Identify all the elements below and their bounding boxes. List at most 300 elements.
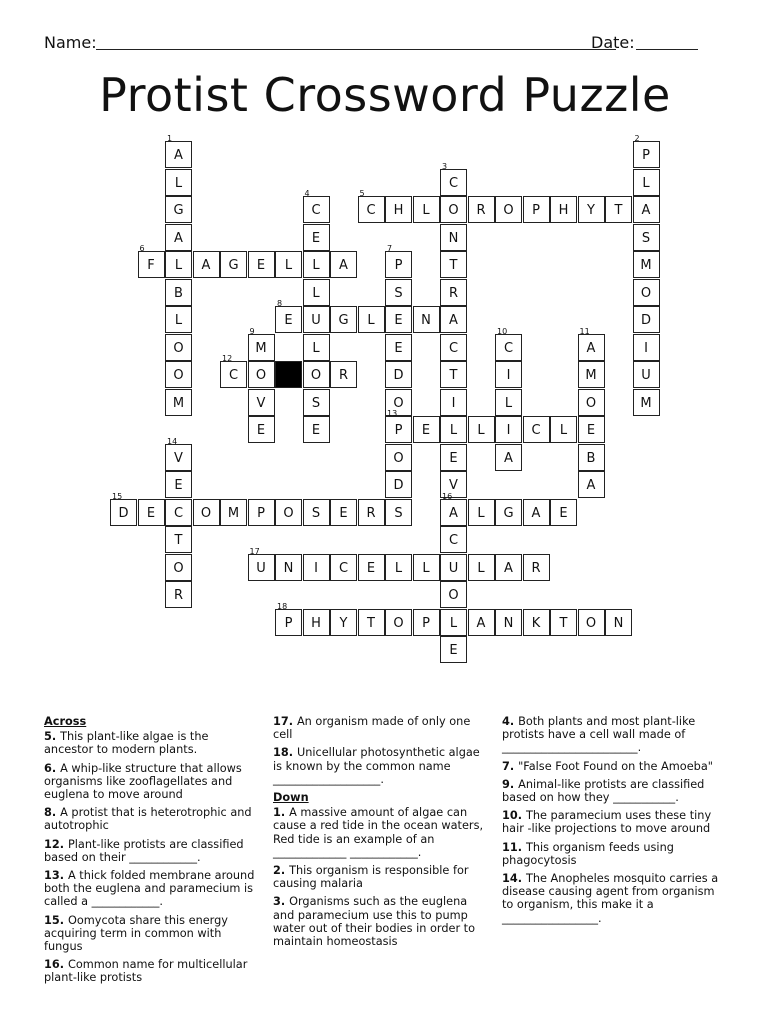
grid-cell[interactable] [440,251,467,278]
grid-cell[interactable] [385,471,412,498]
grid-cell[interactable] [495,196,522,223]
clue-number-label: 11. [502,840,526,854]
grid-cell[interactable] [303,251,330,278]
clue-number-label: 2. [273,864,290,878]
across-clue [44,914,259,954]
name-label: Name: [44,33,97,52]
clue-text: A whip-like structure that allows organisms like zooflagellates and euglena to move around [44,761,242,802]
grid-letter: O [393,395,404,411]
grid-letter: O [173,340,184,356]
grid-letter: E [421,423,431,438]
grid-letter: P [257,505,265,521]
grid-cell[interactable] [550,499,577,526]
grid-letter: G [338,313,349,328]
grid-cell[interactable] [440,224,467,251]
grid-cell[interactable] [303,306,330,333]
grid-letter: D [393,368,404,383]
grid-cell[interactable] [385,361,412,388]
grid-cell[interactable] [413,554,440,581]
down-heading: Down [273,791,309,805]
grid-letter: G [173,203,184,218]
grid-cell[interactable] [330,609,357,636]
grid-cell[interactable] [440,416,467,443]
grid-letter: D [118,505,129,521]
grid-cell[interactable] [303,609,330,636]
clue-number-label: 5. [44,730,61,744]
grid-letter: L [449,423,458,438]
grid-cell[interactable] [468,554,495,581]
grid-cell[interactable] [165,361,192,388]
grid-cell[interactable] [165,554,192,581]
clue-number: 10 [497,326,508,336]
grid-cell[interactable] [165,389,192,416]
grid-cell[interactable] [633,251,660,278]
grid-cell[interactable] [248,416,275,443]
grid-letter: U [448,560,459,576]
grid-cell[interactable] [303,554,330,581]
grid-letter: R [173,588,184,603]
grid-cell[interactable] [220,251,247,278]
grid-letter: E [449,450,458,466]
name-field-line[interactable] [96,49,616,50]
grid-cell[interactable] [110,491,137,526]
grid-cell[interactable] [303,361,330,388]
clue-number-label: 7. [502,759,519,773]
clue-number-label: 10. [502,809,526,823]
clue-number: 11 [579,326,590,336]
grid-letter: A [476,615,486,631]
grid-cell[interactable] [413,609,440,636]
clue-number: 12 [222,354,233,363]
clue-text: This plant-like algae is the ancestor to modern plants. [44,730,209,757]
grid-cell[interactable] [303,279,330,306]
grid-cell[interactable] [550,196,577,223]
grid-letter: K [531,615,541,631]
grid-cell[interactable] [440,491,467,526]
date-label: Date: [591,33,635,52]
grid-letter: D [393,478,404,493]
clue-number: 18 [277,601,288,611]
across-clue [44,806,259,832]
grid-letter: L [422,560,430,576]
grid-cell[interactable] [523,416,550,443]
grid-cell[interactable] [440,334,467,361]
grid-cell[interactable] [633,334,660,361]
clue-number: 4 [304,189,310,198]
grid-cell[interactable] [303,224,330,251]
down-clue [502,841,722,867]
grid-cell[interactable] [165,499,192,526]
clue-number-label: 13. [44,869,68,883]
grid-cell[interactable] [633,389,660,416]
clue-number: 6 [139,244,145,253]
grid-letter: C [448,175,459,191]
grid-letter: M [227,505,240,521]
grid-letter: T [614,203,623,218]
grid-cell[interactable] [275,499,302,526]
grid-letter: C [448,340,459,356]
grid-letter: H [311,615,321,631]
grid-cell[interactable] [578,471,605,498]
grid-letter: E [394,313,403,328]
down-clue [273,806,488,859]
grid-cell[interactable] [633,306,660,333]
clues-column-3 [502,715,722,930]
grid-letter: U [641,368,651,383]
grid-letter: H [558,203,569,218]
grid-letter: P [532,203,540,218]
grid-letter: E [449,643,458,658]
grid-letter: O [585,395,597,411]
grid-cell[interactable] [303,416,330,443]
grid-cell[interactable] [165,526,192,553]
grid-cell[interactable] [495,326,522,361]
grid-letter: O [393,450,404,466]
grid-cell[interactable] [633,196,660,223]
grid-cell[interactable] [275,601,302,636]
grid-letter: C [311,203,321,218]
grid-cell[interactable] [358,499,385,526]
grid-cell[interactable] [633,224,660,251]
grid-letter: A [449,313,458,328]
grid-letter: A [586,478,596,493]
clue-text: This organism feeds using phagocytosis [502,840,674,867]
grid-letter: M [640,395,652,411]
grid-letter: L [312,340,320,356]
grid-letter: R [366,505,376,521]
grid-cell[interactable] [358,306,385,333]
grid-letter: H [393,203,404,218]
clue-number: 7 [387,244,393,253]
grid-letter: E [586,423,596,438]
grid-cell[interactable] [275,554,302,581]
grid-cell[interactable] [165,196,192,223]
grid-cell[interactable] [385,609,412,636]
grid-letter: O [448,588,459,603]
grid-cell[interactable] [578,326,605,361]
grid-cell[interactable] [495,416,522,443]
grid-cell[interactable] [578,389,605,416]
grid-cell[interactable] [330,499,357,526]
grid-cell[interactable] [440,306,467,333]
grid-cell[interactable] [468,196,495,223]
grid-letter: C [366,203,376,218]
grid-letter: A [449,505,458,521]
grid-cell[interactable] [495,389,522,416]
grid-letter: P [284,615,293,631]
grid-cell[interactable] [523,609,550,636]
grid-cell[interactable] [578,196,605,223]
grid-cell[interactable] [605,196,632,223]
grid-letter: A [174,230,183,246]
grid-cell[interactable] [468,499,495,526]
grid-cell[interactable] [385,279,412,306]
grid-cell[interactable] [385,554,412,581]
grid-cell[interactable] [330,306,357,333]
grid-letter: Y [339,615,348,631]
grid-cell[interactable] [248,499,275,526]
grid-cell[interactable] [220,499,247,526]
grid-letter: E [146,505,156,521]
grid-cell[interactable] [440,636,467,663]
grid-cell[interactable] [193,251,220,278]
grid-letter: V [174,450,183,466]
grid-cell[interactable] [440,444,467,471]
grid-cell[interactable] [248,361,275,388]
grid-cell[interactable] [495,361,522,388]
clue-number-label: 16. [44,958,68,972]
grid-letter: A [504,450,513,466]
page-title: Protist Crossword Puzzle [99,68,671,122]
clue-text: The paramecium uses these tiny hair -like projections to move around [502,809,712,836]
grid-letter: I [506,368,511,383]
grid-letter: M [640,258,652,273]
clue-number-label: 18. [273,746,297,760]
grid-cell[interactable] [165,251,192,278]
grid-letter: E [256,423,266,438]
grid-letter: T [449,368,458,383]
grid-letter: E [366,560,376,576]
grid-letter: A [586,340,596,356]
grid-letter: I [314,560,318,576]
grid-letter: O [585,615,597,631]
grid-cell[interactable] [440,389,467,416]
clue-number-label: 4. [502,715,519,728]
across-heading: Across [44,715,87,728]
grid-cell[interactable] [495,499,522,526]
grid-letter: S [641,230,651,246]
grid-cell[interactable] [523,499,550,526]
grid-cell[interactable] [605,609,632,636]
grid-cell[interactable] [248,546,275,581]
grid-letter: I [451,395,456,411]
grid-cell[interactable] [220,354,247,388]
grid-cell[interactable] [165,224,192,251]
clue-number-label: 3. [273,895,290,909]
grid-cell[interactable] [550,416,577,443]
grid-cell[interactable] [330,361,357,388]
grid-letter: O [448,203,459,218]
grid-cell[interactable] [165,581,192,608]
grid-cell[interactable] [440,161,467,196]
grid-cell[interactable] [385,244,412,278]
clue-number: 2 [634,134,640,143]
grid-cell[interactable] [358,554,385,581]
grid-letter: L [312,258,320,273]
grid-cell[interactable] [358,609,385,636]
grid-cell[interactable] [523,554,550,581]
grid-letter: L [174,313,183,328]
down-clue [502,778,722,804]
grid-letter: G [503,505,514,521]
grid-letter: N [283,560,294,576]
grid-letter: L [642,175,650,191]
grid-cell[interactable] [440,361,467,388]
clue-number: 14 [167,436,178,446]
grid-cell[interactable] [578,609,605,636]
clue-text: A protist that is heterotrophic and autotrophic [44,806,252,833]
grid-letter: D [640,313,651,328]
clue-number: 16 [442,491,453,501]
grid-letter: C [448,533,459,548]
grid-cell[interactable] [440,581,467,608]
grid-cell[interactable] [495,609,522,636]
grid-cell[interactable] [385,334,412,361]
grid-cell[interactable] [165,169,192,196]
grid-letter: L [174,258,183,273]
grid-letter: B [174,285,183,301]
grid-cell[interactable] [303,334,330,361]
grid-letter: V [449,478,458,493]
grid-letter: T [449,258,458,273]
clue-number: 9 [249,326,255,336]
grid-cell[interactable] [138,499,165,526]
crossword-grid [110,134,652,681]
date-field-line[interactable] [636,49,698,50]
grid-letter: O [283,505,294,521]
across-clue [44,730,259,756]
grid-letter: L [559,423,568,438]
grid-cell[interactable] [578,416,605,443]
grid-letter: O [255,368,267,383]
clue-text: Common name for multicellular plant-like protists [44,958,248,985]
clue-number: 3 [442,161,448,171]
clue-number-label: 12. [44,837,68,851]
grid-cell[interactable] [550,609,577,636]
clue-number: 17 [249,546,260,556]
grid-cell[interactable] [385,196,412,223]
grid-letter: O [200,505,212,521]
grid-letter: S [311,505,321,521]
grid-cell[interactable] [138,244,165,278]
grid-cell[interactable] [385,444,412,471]
grid-cell[interactable] [248,389,275,416]
grid-letter: R [531,560,541,576]
grid-cell[interactable] [165,471,192,498]
grid-cell[interactable] [468,609,495,636]
grid-cell[interactable] [495,444,522,471]
grid-cell[interactable] [193,499,220,526]
grid-letter: M [255,340,267,356]
grid-letter: E [311,423,321,438]
grid-letter: S [394,285,403,301]
grid-cell[interactable] [440,279,467,306]
grid-cell[interactable] [165,134,192,168]
clue-text: Unicellular photosynthetic algae is known by the common name ___________________. [273,746,480,786]
grid-letter: L [394,560,403,576]
grid-cell[interactable] [275,251,302,278]
clue-text: Organisms such as the euglena and paramecium use this to pump water out of their bodies in order to maintain homeostasis [273,895,476,949]
grid-cell[interactable] [303,389,330,416]
grid-letter: U [311,313,321,328]
clue-number-label: 14. [502,872,526,886]
grid-cell[interactable] [385,499,412,526]
grid-cell[interactable] [165,334,192,361]
grid-cell[interactable] [633,134,660,168]
grid-letter: R [448,285,459,301]
grid-letter: C [228,368,239,383]
grid-letter: P [642,148,650,163]
clue-text: Plant-like protists are classified based on their ____________. [44,837,244,864]
grid-letter: T [367,615,375,631]
grid-letter: O [503,203,514,218]
grid-letter: R [338,368,349,383]
grid-letter: L [449,615,458,631]
grid-letter: I [506,423,511,438]
down-clue [273,864,488,890]
grid-cell[interactable] [633,361,660,388]
grid-letter: C [503,340,514,356]
clue-text: "False Foot Found on the Amoeba" [518,759,713,773]
grid-cell[interactable] [413,416,440,443]
grid-letter: S [394,505,403,521]
grid-letter: C [338,560,349,576]
grid-letter: L [174,175,183,191]
grid-letter: A [174,148,183,163]
grid-letter: V [256,395,266,411]
grid-letter: G [228,258,239,273]
grid-cell[interactable] [165,436,192,471]
grid-cell[interactable] [495,554,522,581]
grid-cell[interactable] [440,196,467,223]
grid-cell[interactable] [440,526,467,553]
grid-cell[interactable] [578,444,605,471]
clue-number-label: 1. [273,806,290,820]
clue-text: A massive amount of algae can cause a red tide in the ocean waters, Red tide is an example of an _____________ ____________. [273,806,484,859]
grid-letter: E [339,505,348,521]
blocked-cell [275,361,302,388]
grid-cell[interactable] [413,196,440,223]
grid-cell[interactable] [578,361,605,388]
grid-letter: A [531,505,541,521]
grid-letter: O [173,368,184,383]
grid-letter: U [256,560,266,576]
grid-letter: L [504,395,513,411]
grid-letter: N [503,615,514,631]
grid-cell[interactable] [303,499,330,526]
grid-cell[interactable] [275,299,302,333]
clue-number-label: 17. [273,715,297,728]
grid-cell[interactable] [165,279,192,306]
grid-cell[interactable] [633,169,660,196]
grid-letter: L [284,258,293,273]
down-clue [502,872,722,925]
grid-letter: M [585,368,597,383]
grid-letter: N [448,230,459,246]
grid-cell[interactable] [523,196,550,223]
grid-cell[interactable] [358,189,385,223]
grid-letter: F [147,258,155,273]
grid-cell[interactable] [385,409,412,443]
grid-cell[interactable] [248,251,275,278]
grid-cell[interactable] [303,189,330,223]
grid-letter: T [174,533,183,548]
grid-letter: O [640,285,652,301]
grid-letter: L [477,560,485,576]
grid-cell[interactable] [385,306,412,333]
down-clue [502,760,722,773]
grid-cell[interactable] [440,609,467,636]
grid-cell[interactable] [413,306,440,333]
grid-cell[interactable] [330,554,357,581]
grid-cell[interactable] [248,326,275,361]
clue-number: 13 [387,409,398,418]
grid-cell[interactable] [330,251,357,278]
grid-cell[interactable] [165,306,192,333]
grid-cell[interactable] [633,279,660,306]
grid-cell[interactable] [440,554,467,581]
grid-cell[interactable] [468,416,495,443]
